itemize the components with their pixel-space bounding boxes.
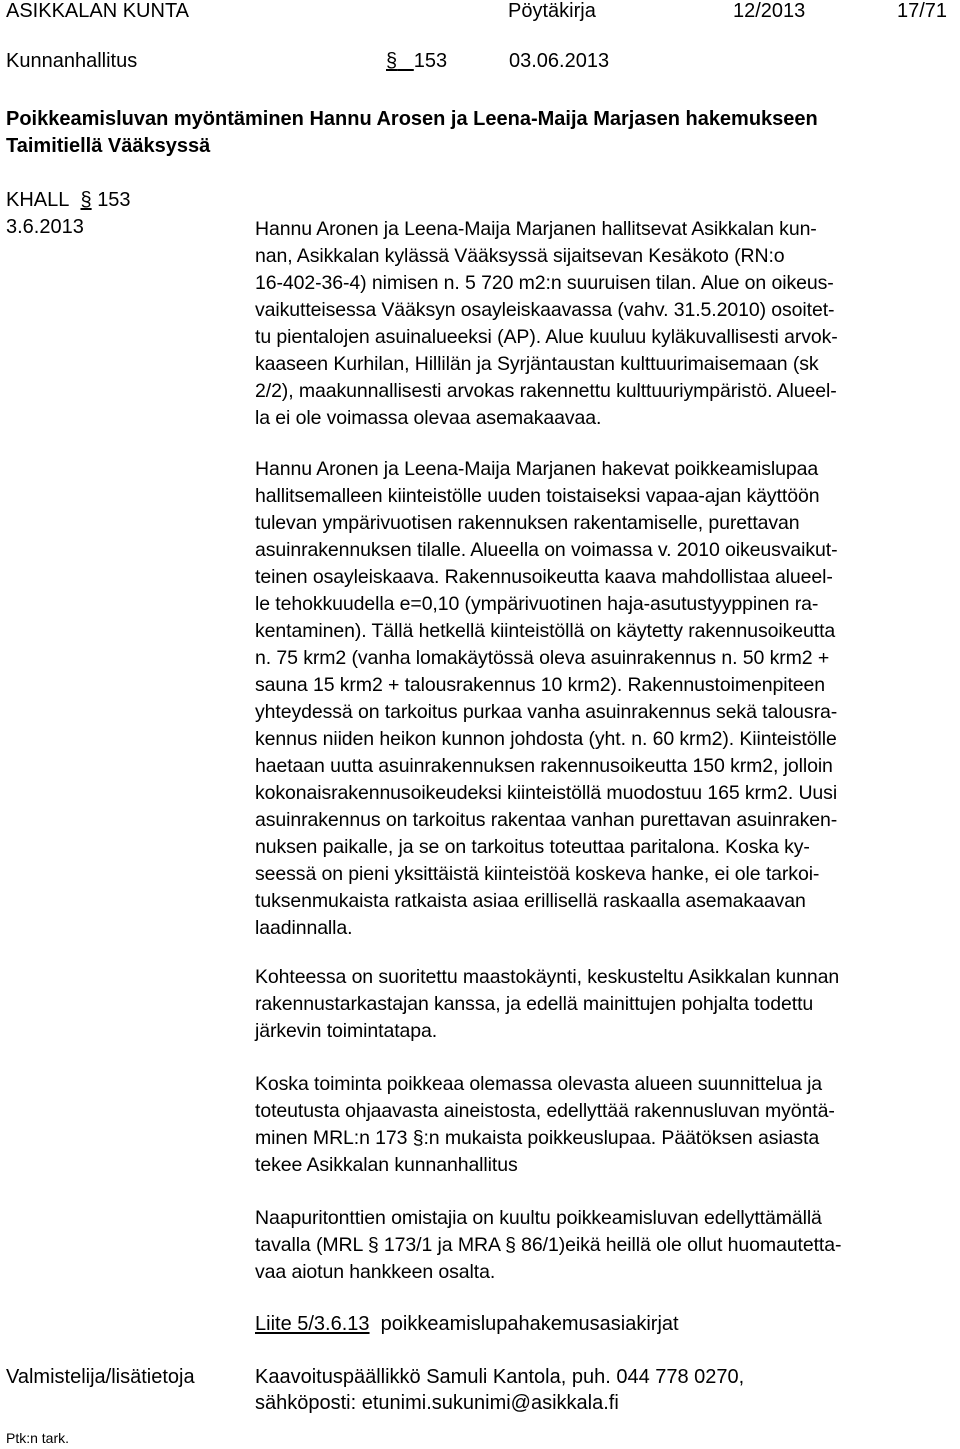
paragraph-line: järkevin toimintatapa.	[255, 1020, 438, 1042]
paragraph-line: seessä on pieni yksittäistä kiinteistöä koskeva hanke, ei ole tarkoi-	[255, 863, 820, 885]
page-title-continued: Taimitiellä Vääksyssä	[6, 135, 211, 157]
paragraph-line: kaaseen Kurhilan, Hillilän ja Syrjäntaustan kulttuurimaisemaan (sk	[255, 353, 819, 375]
page-number: 17/71	[897, 0, 948, 22]
paragraph-line: haetaan uutta asuinrakennuksen rakennusoikeutta 150 krm2, jolloin	[255, 755, 833, 777]
section-number: 153	[413, 50, 448, 72]
paragraph-exception-permit	[255, 1071, 960, 1179]
paragraph-line: le tehokkuudella e=0,10 (ympärivuotinen haja-asutustyyppinen ra-	[255, 593, 819, 615]
section-mark: §	[386, 50, 398, 72]
paragraph-application	[255, 456, 960, 942]
attachment-line	[255, 1313, 679, 1336]
paragraph-line: tekee Asikkalan kunnanhallitus	[255, 1154, 518, 1176]
paragraph-line: hallitsemalleen kiinteistölle uuden toistaiseksi vapaa-ajan käyttöön	[255, 485, 820, 507]
section-reference	[386, 50, 447, 73]
paragraph-site-visit	[255, 964, 960, 1045]
paragraph-line: Naapuritonttien omistajia on kuultu poikkeamisluvan edellyttämällä	[255, 1207, 822, 1229]
reference-label: KHALL	[6, 189, 70, 211]
paragraph-line: asuinrakennus on tarkoitus rakentaa vanhan purettavan asuinraken-	[255, 809, 838, 831]
meeting-date: 03.06.2013	[509, 50, 610, 72]
paragraph-line: Kohteessa on suoritettu maastokäynti, keskusteltu Asikkalan kunnan	[255, 966, 840, 988]
document-number: 12/2013	[733, 0, 806, 22]
paragraph-line: kokonaisrakennusoikeudeksi kiinteistöllä muodostuu 165 krm2. Uusi	[255, 782, 838, 804]
preparer-label: Valmistelija/lisätietoja	[6, 1366, 195, 1388]
document-type: Pöytäkirja	[508, 0, 596, 22]
paragraph-line: minen MRL:n 173 §:n mukaista poikkeuslupaa. Päätöksen asiasta	[255, 1127, 820, 1149]
paragraph-line: sauna 15 krm2 + talousrakennus 10 krm2). Rakennustoimenpiteen	[255, 674, 826, 696]
paragraph-line: asuinrakennuksen tilalle. Alueella on voimassa v. 2010 oikeusvaikut-	[255, 539, 838, 561]
page-title: Poikkeamisluvan myöntäminen Hannu Arosen ja Leena-Maija Marjasen hakemukseen	[6, 108, 818, 130]
reference-number: 153	[97, 189, 131, 211]
paragraph-line: rakennustarkastajan kanssa, ja edellä mainittujen pohjalta todettu	[255, 993, 814, 1015]
paragraph-line: toteutusta ohjaavasta aineistosta, edellyttää rakennusluvan myöntä-	[255, 1100, 835, 1122]
preparer-contact: Kaavoituspäällikkö Samuli Kantola, puh. 044 778 0270,	[255, 1366, 745, 1388]
paragraph-line: yhteydessä on tarkoitus purkaa vanha asuinrakennus sekä talousra-	[255, 701, 838, 723]
paragraph-line: kentaminen). Tällä hetkellä kiinteistöllä on käytetty rakennusoikeutta	[255, 620, 836, 642]
organization-name: ASIKKALAN KUNTA	[6, 0, 190, 22]
paragraph-line: Hannu Aronen ja Leena-Maija Marjanen hallitsevat Asikkalan kun-	[255, 218, 817, 240]
reference-section-mark: §	[80, 189, 92, 211]
paragraph-line: tuksenmukaista ratkaista asiaa erillisellä raskaalla asemakaavan	[255, 890, 806, 912]
reference-date: 3.6.2013	[6, 216, 84, 238]
paragraph-neighbours	[255, 1205, 960, 1286]
paragraph-line: nuksen paikalle, ja se on tarkoitus toteuttaa paritalona. Koska ky-	[255, 836, 810, 858]
paragraph-line: Hannu Aronen ja Leena-Maija Marjanen hakevat poikkeamislupaa	[255, 458, 819, 480]
paragraph-line: kennus niiden heikon kunnon johdosta (yht. n. 60 krm2). Kiinteistölle	[255, 728, 837, 750]
paragraph-line: teinen osayleiskaava. Rakennusoikeutta kaava mahdollistaa alueel-	[255, 566, 833, 588]
paragraph-line: 16-402-36-4) nimisen n. 5 720 m2:n suuruisen tilan. Alue on oikeus-	[255, 272, 834, 294]
minutes-checker-label: Ptk:n tark.	[6, 1430, 70, 1446]
reference-line	[6, 189, 131, 212]
attachment-link[interactable]: Liite 5/3.6.13	[255, 1313, 370, 1335]
paragraph-line: nan, Asikkalan kylässä Vääksyssä sijaitsevan Kesäkoto (RN:o	[255, 245, 785, 267]
paragraph-line: Koska toiminta poikkeaa olemassa olevasta alueen suunnittelua ja	[255, 1073, 823, 1095]
paragraph-line: 2/2), maakunnallisesti arvokas rakennettu kulttuuriympäristö. Alueel-	[255, 380, 837, 402]
paragraph-line: tulevan ympärivuotisen rakennuksen rakentamiselle, purettavan	[255, 512, 800, 534]
attachment-description: poikkeamislupahakemusasiakirjat	[380, 1313, 679, 1335]
paragraph-line: n. 75 krm2 (vanha lomakäytössä oleva asuinrakennus n. 50 krm2 +	[255, 647, 830, 669]
paragraph-line: laadinnalla.	[255, 917, 353, 939]
paragraph-line: tavalla (MRL § 173/1 ja MRA § 86/1)eikä heillä ole ollut huomautetta-	[255, 1234, 842, 1256]
preparer-email: sähköposti: etunimi.sukunimi@asikkala.fi	[255, 1392, 619, 1414]
paragraph-property-description	[255, 216, 960, 432]
paragraph-line: tu pientalojen asuinalueeksi (AP). Alue kuuluu kyläkuvallisesti arvok-	[255, 326, 838, 348]
paragraph-line: la ei ole voimassa olevaa asemakaavaa.	[255, 407, 602, 429]
body-name: Kunnanhallitus	[6, 50, 138, 72]
paragraph-line: vaa aiotun hankkeen osalta.	[255, 1261, 496, 1283]
paragraph-line: vaikutteisessa Vääksyn osayleiskaavassa (vahv. 31.5.2010) osoitet-	[255, 299, 835, 321]
